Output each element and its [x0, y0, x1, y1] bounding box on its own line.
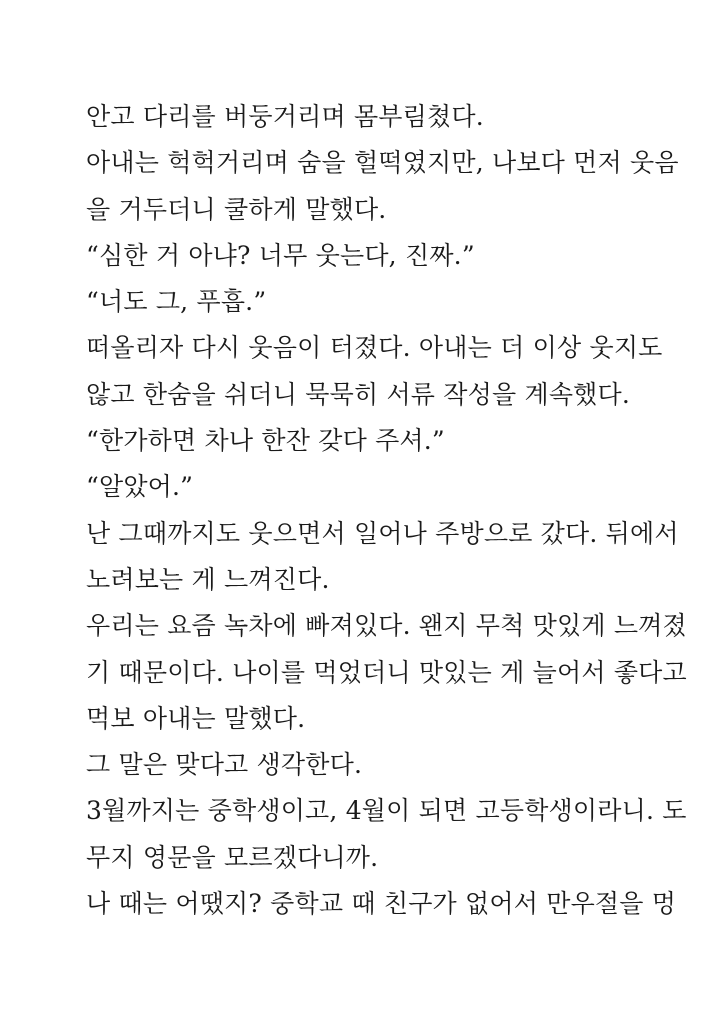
text-line: 무지 영문을 모르겠다니까. — [86, 842, 379, 872]
text-line: 기 때문이다. 나이를 먹었더니 맛있는 게 늘어서 좋다고 — [86, 657, 687, 687]
text-line: 난 그때까지도 웃으면서 일어나 주방으로 갔다. 뒤에서 — [86, 518, 679, 548]
text-line: 우리는 요즘 녹차에 빠져있다. 왠지 무척 맛있게 느껴졌 — [86, 611, 687, 641]
text-line: 아내는 헉헉거리며 숨을 헐떡였지만, 나보다 먼저 웃음 — [86, 148, 679, 178]
text-line: 떠올리자 다시 웃음이 터졌다. 아내는 더 이상 웃지도 — [86, 333, 663, 363]
text-line: 않고 한숨을 쉬더니 묵묵히 서류 작성을 계속했다. — [86, 379, 631, 409]
text-line: 3월까지는 중학생이고, 4월이 되면 고등학생이라니. 도 — [86, 796, 687, 826]
text-line: “한가하면 차나 한잔 갖다 주셔.” — [86, 426, 445, 456]
text-line: 나 때는 어땠지? 중학교 때 친구가 없어서 만우절을 멍 — [86, 889, 677, 919]
text-line: 을 거두더니 쿨하게 말했다. — [86, 194, 387, 224]
text-line: “너도 그, 푸흡.” — [86, 287, 267, 317]
text-line: “심한 거 아냐? 너무 웃는다, 진짜.” — [86, 240, 475, 270]
text-line: 그 말은 맞다고 생각한다. — [86, 750, 363, 780]
text-line: 노려보는 게 느껴진다. — [86, 564, 330, 594]
text-line: 먹보 아내는 말했다. — [86, 703, 306, 733]
body-text — [86, 94, 687, 927]
text-line: “알았어.” — [86, 472, 194, 502]
text-line: 안고 다리를 버둥거리며 몸부림쳤다. — [86, 102, 484, 131]
